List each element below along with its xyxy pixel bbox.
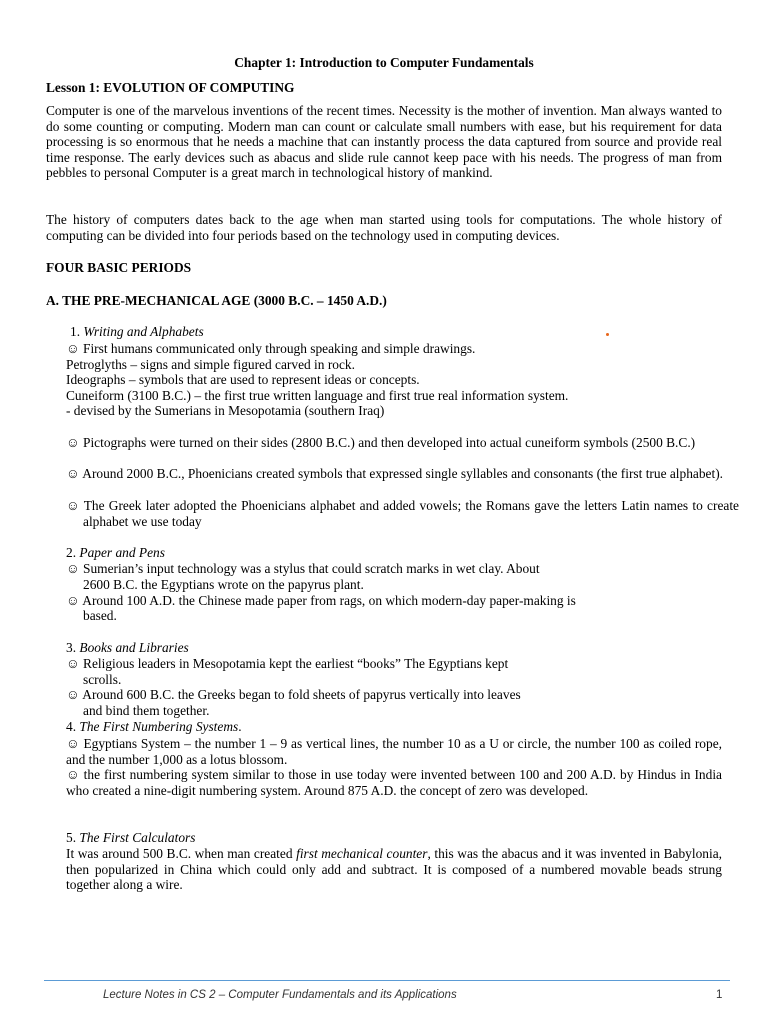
section-4-number: 4. [66, 719, 77, 734]
section-1-line: Ideographs – symbols that are used to represent ideas or concepts. [66, 372, 420, 387]
section-4-paragraph: ☺ the first numbering system similar to those in use today were invented between 100 and 200 A.D. by Hindus in India who created a nine-digit numbering system. Around 875 A.D. the concept of zero was developed. [66, 767, 722, 798]
section-5-text-end: , this was the abacus and it was invented in Babylonia, then popularized in China which could only add and subtract. It is composed of a numbered movable beads strung together along a wire. [66, 846, 722, 893]
section-3-number: 3. [66, 640, 77, 655]
section-2-bullet-line: ☺ Sumerian’s input technology was a stylus that could scratch marks in wet clay. About [66, 561, 540, 576]
section-3-bullet-line: and bind them together. [83, 703, 210, 718]
section-1-line: Cuneiform (3100 B.C.) – the first true written language and first true real information system. [66, 388, 569, 403]
section-3-heading [66, 640, 189, 656]
periods-heading: FOUR BASIC PERIODS [46, 260, 192, 275]
section-2-bullet-line: based. [83, 608, 117, 623]
section-2-bullet-line: 2600 B.C. the Egyptians wrote on the papyrus plant. [83, 577, 364, 592]
section-3-title: Books and Libraries [79, 640, 189, 655]
section-3-bullet-line: scrolls. [83, 672, 122, 687]
section-4-title: The First Numbering Systems [79, 719, 239, 734]
accent-dot [606, 333, 609, 336]
section-4-heading [66, 719, 242, 735]
page-number: 1 [716, 989, 723, 1001]
section-2-heading [66, 545, 165, 561]
section-2-title: Paper and Pens [79, 545, 165, 560]
intro-paragraph-1: Computer is one of the marvelous inventions of the recent times. Necessity is the mother of invention. Man always wanted to do some counting or computing. Modern man can count or calculate small numbers with ease, but his requirement for data processing is so enormous that he needs a machine that can instantly process the data captured from source and provide real time response. The early devices such as abacus and slide rule cannot keep pace with his needs. The progress of man from pebbles to personal Computer is a great march in technological history of mankind. [46, 103, 722, 181]
section-1-bullet: ☺ Pictographs were turned on their sides (2800 B.C.) and then developed into actual cuneiform symbols (2500 B.C.) [66, 435, 696, 450]
section-1-bullet: ☺ Around 2000 B.C., Phoenicians created symbols that expressed single syllables and consonants (the first true alphabet). [66, 466, 724, 481]
section-4-paragraph: ☺ Egyptians System – the number 1 – 9 as vertical lines, the number 10 as a U or circle, the number 100 as coiled rope, and the number 1,000 as a lotus blossom. [66, 736, 722, 767]
section-1-title: Writing and Alphabets [83, 324, 204, 339]
section-4-title-suffix: . [238, 719, 242, 734]
section-1-line: - devised by the Sumerians in Mesopotamia (southern Iraq) [66, 403, 385, 418]
footer-text: Lecture Notes in CS 2 – Computer Fundamentals and its Applications [103, 989, 457, 1001]
section-5-number: 5. [66, 830, 77, 845]
chapter-title: Chapter 1: Introduction to Computer Fundamentals [234, 55, 534, 70]
section-1-line: Petroglyths – signs and simple figured carved in rock. [66, 357, 355, 372]
intro-paragraph-2: The history of computers dates back to the age when man started using tools for computations. The whole history of computing can be divided into four periods based on the technology used in computing devices. [46, 212, 722, 243]
section-5-emphasis: first mechanical counter [296, 846, 428, 861]
section-2-number: 2. [66, 545, 77, 560]
footer-rule [44, 980, 730, 981]
section-5-heading [66, 830, 195, 846]
lesson-title: Lesson 1: EVOLUTION OF COMPUTING [46, 80, 295, 95]
section-3-bullet-line: ☺ Religious leaders in Mesopotamia kept the earliest “books” The Egyptians kept [66, 656, 509, 671]
section-5-title: The First Calculators [79, 830, 196, 845]
section-5-paragraph [66, 846, 722, 893]
section-1-bullet: ☺ The Greek later adopted the Phoenicians alphabet and added vowels; the Romans gave the letters Latin names to create alphabet we use today [66, 498, 739, 529]
section-2-bullet-line: ☺ Around 100 A.D. the Chinese made paper from rags, on which modern-day paper-making is [66, 593, 576, 608]
section-1-heading [70, 324, 204, 340]
section-1-line: ☺ First humans communicated only through speaking and simple drawings. [66, 341, 476, 356]
section-3-bullet-line: ☺ Around 600 B.C. the Greeks began to fold sheets of papyrus vertically into leaves [66, 687, 521, 702]
age-heading: A. THE PRE-MECHANICAL AGE (3000 B.C. – 1450 A.D.) [46, 293, 387, 308]
section-5-text-start: It was around 500 B.C. when man created [66, 846, 297, 861]
section-1-number: 1. [70, 324, 81, 339]
